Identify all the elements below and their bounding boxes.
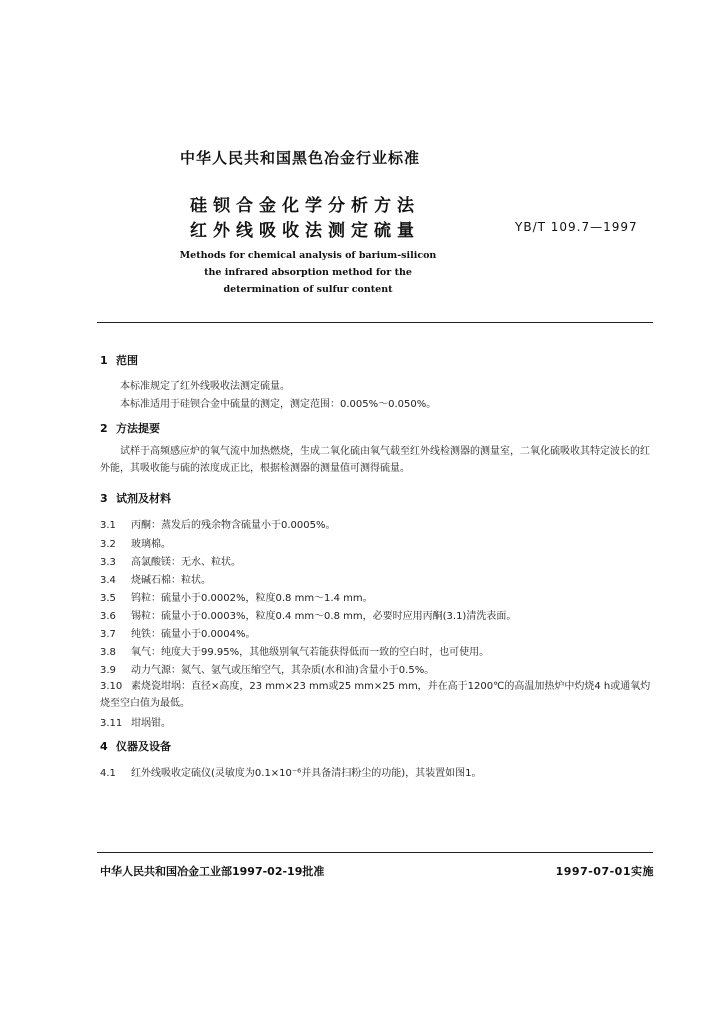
implementation-date: 1997-07-01实施: [555, 865, 654, 878]
english-title-line-1: Methods for chemical analysis of barium-silicon: [179, 250, 437, 261]
list-item: 3.3 高氯酸镁：无水、粒状。: [100, 557, 241, 568]
section-title: 试剂及材料: [116, 492, 171, 505]
title-line-1: 硅钡合金化学分析方法: [190, 196, 420, 216]
section-1-heading: [100, 352, 138, 368]
section-title: 仪器及设备: [116, 740, 171, 753]
footer-divider: [97, 852, 653, 853]
list-item: 3.4 烧碱石棉：粒状。: [100, 575, 211, 586]
approval-note: 中华人民共和国冶金工业部1997-02-19批准: [100, 865, 325, 878]
english-title-line-2: the infrared absorption method for the: [204, 267, 412, 278]
standard-number: YB/T 109.7—1997: [515, 220, 638, 234]
section-3-heading: [100, 490, 171, 506]
list-item: 3.2 玻璃棉。: [100, 539, 171, 550]
section-2-para-1: 试样于高频感应炉的氧气流中加热燃烧，生成二氧化硫由氧气载至红外线检测器的测量室，二氧化硫吸收其特定波长的红外能，其吸收能与硫的浓度成正比，根据检测器的测量值可测得硫量。: [100, 446, 650, 474]
section-1-para-2: 本标准适用于硅钡合金中硫量的测定，测定范围：0.005%～0.050%。: [120, 399, 437, 410]
list-item: 4.1 红外线吸收定硫仪(灵敏度为0.1×10⁻⁶并具备清扫粉尘的功能)，其装置如图1。: [100, 768, 482, 779]
section-2-heading: [100, 420, 160, 436]
title-line-2: 红外线吸收法测定硫量: [190, 221, 420, 241]
section-1-para-1: 本标准规定了红外线吸收法测定硫量。: [120, 381, 290, 392]
list-item: 3.10 素烧瓷坩埚：直径×高度，23 mm×23 mm或25 mm×25 mm，并在高于1200℃的高温加热炉中灼烧4 h或通氧灼烧至空白值为最低。: [100, 681, 651, 709]
list-item: 3.11 坩埚钳。: [100, 718, 171, 729]
list-item: 3.1 丙酮：蒸发后的残余物含硫量小于0.0005%。: [100, 520, 336, 531]
industry-standard-label: 中华人民共和国黑色冶金行业标准: [180, 149, 421, 167]
list-item: 3.8 氧气：纯度大于99.95%，其他级别氧气若能获得低而一致的空白时，也可使用。: [100, 647, 490, 658]
section-title: 范围: [116, 354, 138, 367]
section-4-heading: [100, 738, 171, 754]
header-divider: [97, 322, 653, 323]
list-item: 3.6 锡粒：硫量小于0.0003%，粒度0.4 mm～0.8 mm，必要时应用丙酮(3.1)清洗表面。: [100, 611, 517, 622]
section-number: 2: [100, 422, 108, 435]
section-number: 3: [100, 492, 108, 505]
english-title-line-3: determination of sulfur content: [223, 284, 393, 295]
list-item: 3.9 动力气源：氮气、氩气或压缩空气，其杂质(水和油)含量小于0.5%。: [100, 665, 435, 676]
list-item: 3.5 钨粒：硫量小于0.0002%，粒度0.8 mm～1.4 mm。: [100, 593, 373, 604]
section-number: 1: [100, 354, 108, 367]
list-item: 3.7 纯铁：硫量小于0.0004%。: [100, 629, 256, 640]
section-number: 4: [100, 740, 108, 753]
section-title: 方法提要: [116, 422, 160, 435]
